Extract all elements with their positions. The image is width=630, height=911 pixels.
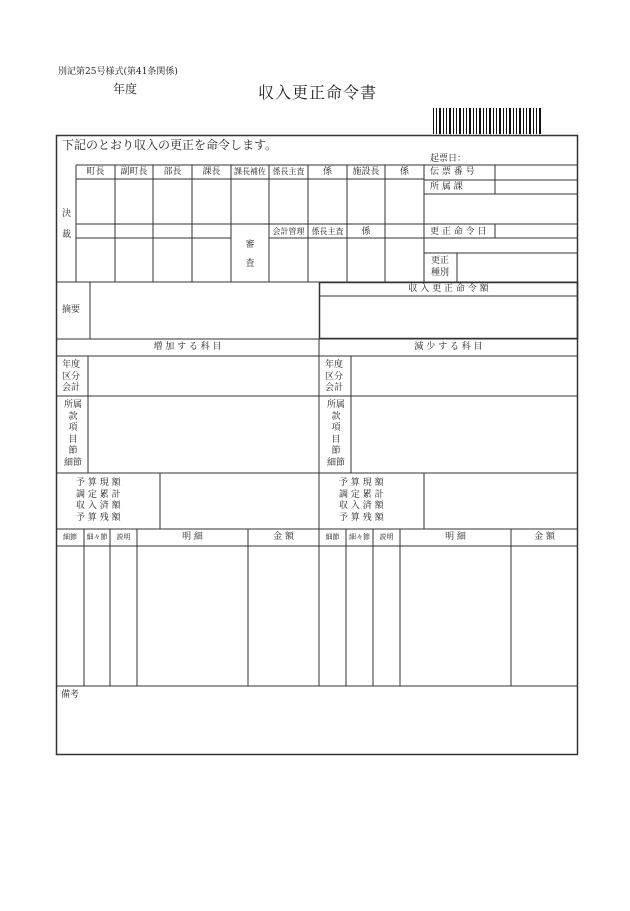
approval-col-facility-head: 施設長 [352, 167, 380, 177]
increase-budget-line: 収 入 済 額 [76, 501, 121, 511]
detail-col-subsubsection: 細々節 [86, 533, 108, 541]
amount-header: 収 入 更 正 命 令 額 [408, 284, 489, 294]
increase-budget-labels [76, 478, 121, 524]
issue-date-label: 起票日： [430, 154, 467, 164]
correction-type-label-1: 更正 [431, 256, 450, 266]
increase-account-line: 所属 [63, 400, 82, 410]
approval-col-section-chief: 課長 [202, 167, 221, 177]
approval-col-director: 部長 [163, 167, 182, 177]
decrease-budget-labels [339, 478, 384, 524]
decrease-year-line: 区分 [325, 371, 344, 382]
increase-account-line: 細節 [63, 457, 82, 468]
decrease-year-labels [325, 360, 343, 395]
decrease-account-line: 款 [331, 411, 341, 422]
increase-section-header: 増 加 す る 科 目 [153, 342, 222, 352]
increase-account-line: 節 [68, 446, 78, 456]
page-title: 収入更正命令書 [258, 83, 378, 102]
detail-col-amount-right: 金 額 [534, 532, 555, 542]
remarks-label: 備考 [61, 690, 80, 700]
correction-type-label-2: 種別 [431, 268, 450, 278]
approval-col-mayor: 町長 [86, 167, 105, 177]
department-label: 所 属 課 [430, 182, 463, 192]
detail-col-explanation-right: 説明 [379, 533, 394, 541]
detail-col-subsubsection-right: 細々節 [349, 533, 370, 541]
increase-account-labels [62, 400, 84, 469]
fiscal-year-label: 年度 [113, 82, 138, 96]
decrease-budget-line: 調 定 累 計 [339, 489, 384, 500]
order-statement: 下記のとおり収入の更正を命令します。 [62, 138, 278, 152]
approval-col-assistant-chief: 課長補佐 [234, 167, 266, 176]
increase-year-labels [62, 360, 80, 395]
audit-col-staff: 係 [361, 227, 371, 237]
summary-label: 摘要 [62, 305, 81, 315]
approval-col-subsection-chief: 係長主査 [272, 167, 305, 176]
decrease-budget-line: 予 算 残 額 [339, 512, 384, 523]
increase-budget-line: 調 定 累 計 [76, 489, 121, 500]
detail-col-subsection: 細節 [63, 533, 77, 541]
increase-account-line: 款 [68, 411, 78, 422]
approval-side-label-2: 裁 [62, 230, 72, 240]
increase-account-line: 項 [68, 423, 78, 433]
increase-budget-line: 予 算 残 額 [76, 512, 121, 523]
decrease-section-header: 減 少 す る 科 目 [414, 342, 483, 352]
audit-label-1: 審 [245, 240, 255, 250]
decrease-account-line: 項 [331, 423, 341, 433]
approval-side-label-1: 決 [62, 209, 72, 219]
decrease-account-line: 目 [331, 434, 341, 445]
audit-col-subsection-chief: 係長主査 [311, 227, 344, 236]
detail-col-description-right: 明 細 [445, 532, 466, 542]
decrease-account-line: 細節 [326, 457, 345, 468]
detail-col-description: 明 細 [182, 532, 203, 542]
approval-col-deputy-mayor: 副町長 [120, 167, 148, 177]
decrease-budget-line: 予 算 現 額 [339, 478, 384, 488]
approval-col-staff-2: 係 [399, 167, 409, 177]
increase-account-line: 目 [68, 434, 78, 445]
detail-col-amount: 金 額 [273, 532, 294, 542]
decrease-year-line: 年度 [325, 360, 344, 370]
detail-col-explanation: 説明 [116, 533, 131, 541]
increase-year-line: 会計 [62, 383, 81, 393]
form-reference: 別記第25号様式(第41条関係) [58, 67, 178, 77]
detail-col-subsection-right: 細節 [325, 533, 340, 541]
increase-budget-line: 予 算 現 額 [76, 478, 121, 488]
increase-year-line: 区分 [62, 371, 81, 382]
slip-number-label: 伝 票 番 号 [430, 167, 475, 177]
decrease-year-line: 会計 [325, 383, 344, 393]
increase-year-line: 年度 [62, 360, 81, 370]
decrease-account-line: 所属 [326, 400, 345, 410]
approval-col-staff: 係 [322, 167, 332, 177]
decrease-account-line: 節 [331, 446, 341, 456]
order-date-label: 更 正 命 令 日 [430, 227, 487, 237]
audit-label-2: 査 [245, 259, 255, 269]
audit-col-accounting-manager: 会計管理 [272, 227, 305, 236]
decrease-budget-line: 収 入 済 額 [339, 501, 384, 511]
decrease-account-labels [325, 400, 347, 469]
